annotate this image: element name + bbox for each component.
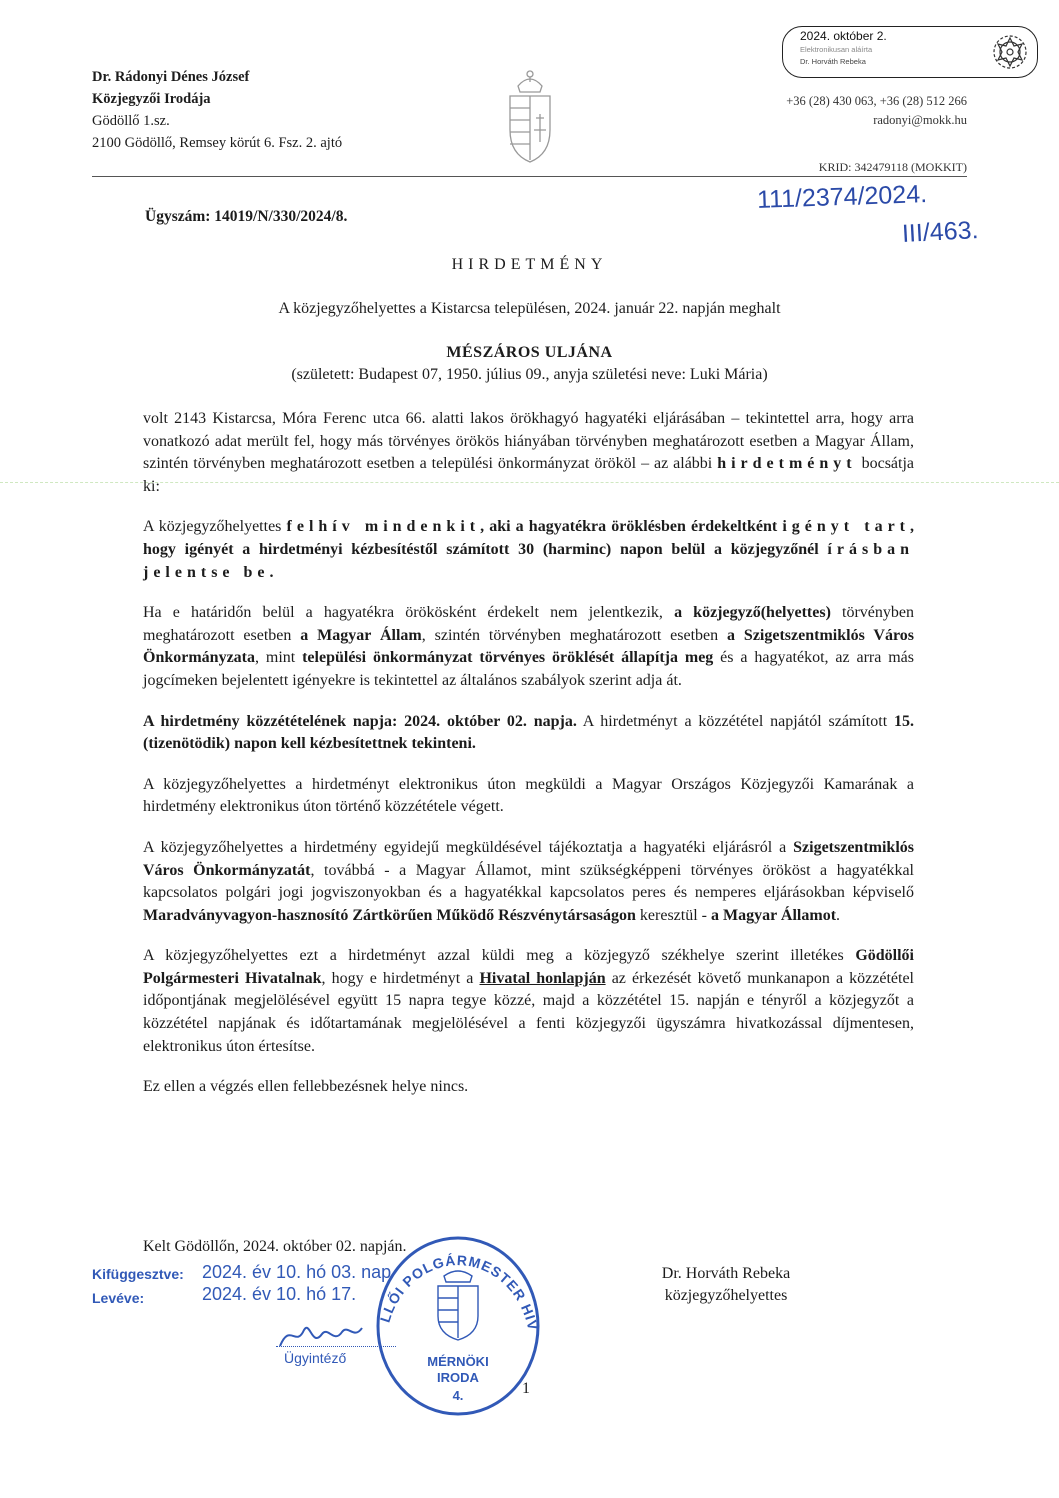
paragraph-2 — [143, 516, 914, 584]
p7-bold-underlined: Hivatal honlapján — [479, 969, 606, 987]
posted-value: 2024. év 10. hó 03. nap — [202, 1262, 392, 1282]
signer-name: Dr. Horváth Rebeka — [661, 1265, 791, 1282]
p2-bold-1: , aki a hagyatékra öröklésben érdekeltként — [480, 518, 783, 536]
p3-bold-4: települési önkormányzat törvényes öröklését állapítja meg — [302, 649, 714, 667]
intro-line: A közjegyzőhelyettes a Kistarcsa településen, 2024. január 22. napján meghalt — [278, 300, 781, 317]
paragraph-8: Ez ellen a végzés ellen fellebbezésnek helye nincs. — [143, 1078, 469, 1096]
p7-text-3: az érkezését követő munkanapon a közzététel időpontjának megjelölésével együtt 15 napra tegye közzé, majd a közzététel 15. napján e tényről a közjegyzőt a közzététel napjának és időtartamának megjelölésével a fenti közjegyzői ügyszámra hivatkozással díjmentesen, elektronikus úton értesítse. — [143, 969, 915, 1055]
removed-label: Levéve: — [92, 1290, 145, 1306]
case-number: Ügyszám: 14019/N/330/2024/8. — [145, 208, 348, 225]
round-stamp-text: LLŐI POLGÁRMESTER HIV — [376, 1251, 542, 1332]
p6-bold-3: a Magyar Államot — [711, 906, 837, 924]
header-divider — [92, 176, 967, 177]
handwritten-reference-1: 111/2374/2024. — [756, 180, 928, 214]
p4-bold-1: A hirdetmény közzétételének napja: 2024. október 02. napja. — [143, 712, 577, 730]
p3-text-5: és a hagyatékot, az arra más jogcímeken bejelentett igényekre is tekintettel az általános szabályok szerint adja át. — [143, 649, 915, 689]
handwritten-reference-2: III/463. — [901, 216, 980, 248]
p1-emphasis: hirdetményt — [717, 455, 857, 473]
removed-value: 2024. év 10. hó 17. — [202, 1284, 357, 1304]
p2-bold-2: , hogy igényét a hirdetményi kézbesítéstől számított 30 (harminc) napon belül a közjegyzőnél — [143, 518, 915, 558]
round-stamp-inner-2: IRODA — [437, 1370, 479, 1385]
p4-text: A hirdetményt a közzététel napjától számított — [576, 712, 894, 730]
p2-emphasis-1: felhív mindenkit — [286, 518, 481, 536]
document-body — [143, 408, 914, 1117]
p6-text-2: , továbbá - a Magyar Államot, mint szükségképpeni törvényes örököst a hagyatékkal kapcsolatos polgári jogi jogviszonyokban és a hagyatékkal kapcsolatos peres és nemperes eljárásokban képviselő — [143, 861, 914, 902]
sender-name: Dr. Rádonyi Dénes József — [92, 69, 250, 85]
document-title: HIRDETMÉNY — [451, 256, 608, 273]
sender-office: Közjegyzői Irodája — [92, 91, 211, 107]
e-signature-line1: Elektronikusan aláírta — [800, 45, 873, 54]
p1-text: volt 2143 Kistarcsa, Móra Ferenc utca 66. alatti lakos örökhagyó hagyatéki eljárásában – tekintettel arra, hogy arra vonatkozó adat merült fel, hogy más törvényes örökös hiányában törvényben meghatározott esetben a Magyar Állam, szintén törvényben meghatározott esetben a települési önkormányzat örököl – az alábbi — [143, 410, 914, 473]
signer-block — [636, 1263, 816, 1307]
p3-text-3: , szintén törvényben meghatározott esetben — [421, 626, 728, 644]
contact-block — [786, 92, 967, 130]
sender-seat: Gödöllő 1.sz. — [92, 113, 170, 129]
e-signature-date: 2024. október 2. — [800, 29, 887, 43]
sender-block — [92, 66, 342, 154]
p7-text-1: A közjegyzőhelyettes ezt a hirdetményt azzal küldi meg a közjegyző székhelye szerint illetékes — [143, 947, 856, 965]
p6-text-3: keresztül - — [635, 906, 711, 924]
paragraph-7 — [143, 945, 914, 1058]
deceased-name: MÉSZÁROS ULJÁNA — [446, 344, 613, 361]
p6-text-1: A közjegyzőhelyettes a hirdetmény egyidejű megküldésével tájékoztatja a hagyatéki eljárásról a — [143, 838, 794, 856]
p7-bold-1: Gödöllői Polgármesteri Hivatalnak — [143, 947, 914, 987]
p3-text-2: törvényben meghatározott esetben — [143, 604, 915, 644]
deceased-details: (született: Budapest 07, 1950. július 09., anyja születési neve: Luki Mária) — [291, 366, 768, 383]
paragraph-5: A közjegyzőhelyettes a hirdetményt elektronikus úton megküldi a Magyar Országos Közjegyzői Kamarának a hirdetmény elektronikus úton történő közzététele végett. — [143, 775, 914, 816]
e-signature-line2: Dr. Horváth Rebeka — [800, 57, 866, 66]
p6-end: . — [836, 906, 841, 924]
signer-role: közjegyzőhelyettes — [664, 1287, 788, 1304]
coat-of-arms-emblem — [500, 68, 560, 173]
p1-end: bocsátja ki: — [143, 455, 915, 495]
p6-bold-1: Szigetszentmiklós Város Önkormányzatát — [143, 838, 914, 879]
krid-id: KRID: 342479118 (MOKKIT) — [819, 160, 967, 177]
paragraph-1 — [143, 408, 914, 498]
round-stamp-number: 4. — [452, 1388, 464, 1403]
p7-text-2: , hogy e hirdetményt a — [321, 969, 480, 987]
p3-text-4: , mint — [255, 649, 303, 667]
round-stamp-inner-1: MÉRNÖKI — [427, 1354, 489, 1369]
p6-bold-2: Maradványvagyon-hasznosító Zártkörűen Működő Részvénytársaságon — [143, 906, 636, 924]
municipal-round-stamp — [368, 1218, 548, 1423]
p2-end: . — [269, 563, 274, 581]
p2-emphasis-2: igényt tart — [782, 518, 911, 536]
contact-email: radonyi@mokk.hu — [873, 113, 967, 127]
page-number: 1 — [522, 1380, 530, 1397]
p2-emphasis-3: írásban jelentse be — [143, 540, 914, 581]
p4-bold-2: 15. (tizenötödik) napon kell kézbesítettnek tekinteni. — [143, 712, 914, 753]
p3-text-1: Ha e határidőn belül a hagyatékra örökösként érdekelt nem jelentkezik, — [143, 604, 675, 622]
paragraph-4 — [143, 711, 914, 756]
p3-bold-1: a közjegyző(helyettes) — [674, 604, 831, 622]
p3-bold-2: a Magyar Állam — [300, 626, 422, 644]
p3-bold-3: a Szigetszentmiklós Város Önkormányzata — [143, 626, 914, 667]
date-place-line: Kelt Gödöllőn, 2024. október 02. napján. — [143, 1238, 407, 1255]
sender-address: 2100 Gödöllő, Remsey körút 6. Fsz. 2. ajtó — [92, 135, 343, 151]
clerk-label: Ügyintéző — [284, 1350, 347, 1366]
contact-phone: +36 (28) 430 063, +36 (28) 512 266 — [786, 94, 967, 108]
paragraph-6 — [143, 837, 914, 927]
paragraph-3 — [143, 602, 914, 692]
posted-label: Kifüggesztve: — [92, 1266, 184, 1282]
notary-seal-icon — [990, 32, 1030, 77]
p2-text: A közjegyzőhelyettes — [143, 518, 287, 536]
